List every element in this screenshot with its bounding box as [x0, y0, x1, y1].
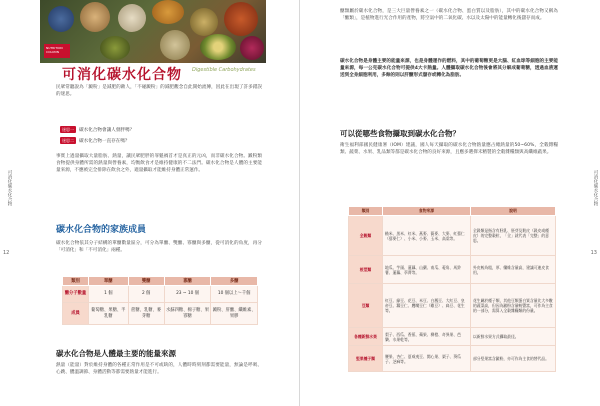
table-row: [349, 256, 556, 284]
right-page-number: 13: [590, 250, 597, 256]
sources-section-title: 可以從哪些食物攝取到碳水化合物？: [340, 129, 460, 138]
table-row-head: 醣分子數量: [63, 286, 89, 303]
table-header: 類別: [349, 207, 383, 216]
family-intro: 碳水化合物依其分子結構的單醣數量區分，可分為單醣、雙醣、寡醣與多醣，從可消化的角度，再分「可消化」和「不可消化」兩種。: [56, 241, 262, 253]
table-header: 寡醣: [164, 277, 211, 286]
table-row: [63, 286, 258, 303]
table-header: 食物來源: [383, 207, 471, 216]
table-header-row: [349, 207, 556, 216]
table-cell: 1 個: [89, 286, 129, 303]
question-tag: 迷思二: [62, 138, 74, 143]
table-header: 多醣: [211, 277, 258, 286]
table-cell: 水蘇四糖、棉子糖、果寡糖: [164, 303, 211, 325]
hero-food-photo: [40, 0, 266, 63]
question-row: [60, 137, 130, 144]
sources-paragraph: 衛生福利部國民健康署（IOM）建議，國人每天攝取的碳水化合物熱量應占總熱量的50~60%，全穀雜糧類、蔬菜、水果、乳品類等都是碳水化合物的良好來源，且應多選擇未精製的全穀雜糧類與高纖維蔬果。: [340, 143, 558, 155]
table-desc: 以新鮮水果方式攝取最佳。: [471, 328, 556, 346]
left-page-number: 12: [3, 250, 10, 256]
grain-bowl-icon: [118, 4, 146, 32]
oat-bowl-icon: [160, 30, 190, 60]
question-row: [60, 126, 134, 133]
nut-bowl-icon: [80, 2, 110, 32]
energy-section-title: 碳水化合物是人體最主要的能量來源: [56, 349, 176, 358]
saccharide-table: [62, 276, 258, 325]
table-header: 類別: [63, 277, 89, 286]
table-foods: 腰果、杏仁、夏威夷豆、開心果、栗子、葵瓜子、芝麻等。: [383, 346, 471, 372]
table-row: [63, 303, 258, 325]
table-desc: 外皮較為粗，厚、纖維含量高，建議可連皮食用。: [471, 256, 556, 284]
table-foods: 糙米、黑米、紅米、燕麥、蕎麥、大麥、紅藜仁（藜麥仁）、小米、小麥、玉米、高粱等。: [383, 216, 471, 256]
table-cell: 蔗糖、乳糖、麥芽糖: [128, 303, 164, 325]
chapter-title-en: Digestible Carbohydrates: [192, 67, 256, 73]
food-source-table: [348, 206, 556, 372]
beet-icon: [240, 36, 264, 60]
table-row: [349, 216, 556, 256]
table-header-row: [63, 277, 258, 286]
table-row: [349, 284, 556, 328]
table-header: 說明: [471, 207, 556, 216]
table-row: [349, 328, 556, 346]
seed-bowl-icon: [190, 8, 218, 36]
table-category: 堅果種子類: [349, 346, 383, 372]
energy-paragraph: 熱量（能量）對於維持身體的各種正常作用是不可或缺的，人體時時刻刻都需要能量，無論是呼吸、心跳、體溫調節、身體活動等都需要熱量才能進行。: [56, 363, 262, 375]
table-cell: 10 個以上～千個: [211, 286, 258, 303]
body-paragraph: 事實上過量攝取大量脂肪、熱量，讓民眾肥胖的罪魁禍首才是真正的元凶，而非碳水化合物。澱粉類食物提供身體所需的熱量與營養素，均衡飲食才是維持健康的不二法門。碳水化合物是人體的主要能量來源，不應被完全排除在飲食之外，適量攝取才能維持身體正常運作。: [56, 154, 262, 173]
almond-bowl-icon: [224, 2, 258, 36]
table-foods: 梨子、西瓜、香蕉、蘋果、柳橙、奇異果、芭樂、水果乾等。: [383, 328, 471, 346]
table-desc: 全穀類是指含有胚乳、胚芽及麩皮（穀皮或種皮）的完整穀粒，「全」就代表「完整」的意思。: [471, 216, 556, 256]
table-foods: 地瓜、芋頭、蓮藕、山藥、南瓜、菱角、馬鈴薯、蓮藕、荸薺等。: [383, 256, 471, 284]
intro-paragraph: 民眾常聽說為「澱粉」是減肥的敵人，「不碰澱粉」的減肥觀念自此開始流傳，因此在出現了許多錯誤的迷思。: [56, 85, 262, 97]
question-text: 碳水化合物一直存在嗎？: [79, 139, 130, 144]
chapter-title: 可消化碳水化合物: [62, 67, 182, 83]
avocado-icon: [200, 34, 236, 60]
question-tag: 迷思一: [62, 127, 74, 132]
table-category: 各種新鮮水果: [349, 328, 383, 346]
ginger-icon: [152, 0, 184, 24]
family-section-title: 碳水化合物的家族成員: [56, 225, 147, 235]
table-cell: 2 個: [128, 286, 164, 303]
greens-icon: [100, 36, 130, 60]
blueberry-bowl-icon: [48, 6, 74, 32]
table-cell: 23 ~ 10 個: [164, 286, 211, 303]
table-row-head: 成員: [63, 303, 89, 325]
right-top-paragraph: 醣類屬於碳水化合物，是三大巨量營養素之一（碳水化合物、蛋白質以及脂肪），其中的碳水化合物又稱為「醣類」，是植物進行光合作用的產物，將空氣中的二氧化碳、水以及太陽中的能量轉化後儲存而成。: [340, 9, 558, 21]
table-header: 雙醣: [128, 277, 164, 286]
left-side-tab: 可消化碳水化合物: [2, 170, 12, 206]
nutrition-column-badge: NUTRITION COLUMN: [44, 44, 70, 58]
table-category: 豆類: [349, 284, 383, 328]
table-desc: 花生屬於種子類，其他豆類蛋白質含量比大多數的蔬菜高，但因為澱粉含量較豐富，可作為主食的一部分，需算入全穀雜糧類的份量。: [471, 284, 556, 328]
table-category: 全穀類: [349, 216, 383, 256]
table-cell: 澱粉、肝醣、纖維素、果膠: [211, 303, 258, 325]
table-cell: 葡萄糖、果糖、半乳糖: [89, 303, 129, 325]
right-second-paragraph: 碳水化合物是身體主要的能量來源，也是身體運作的燃料，其中的葡萄糖更是大腦、紅血球等細胞的主要能量來源，每一公克碳水化合物可提供4大卡熱量。人體攝取碳水化合物後會將其分解成葡萄糖，透過血液運送到全身細胞利用，多餘的則以肝醣形式儲存或轉化為脂肪。: [340, 59, 558, 78]
table-category: 根莖類: [349, 256, 383, 284]
question-text: 碳水化合物會讓人發胖嗎？: [79, 128, 135, 133]
table-foods: 紅豆、綠豆、花豆、米豆、白鳳豆、大紅豆、皇帝豆、蠶豆仁、鷹嘴豆仁（雞豆）、扁豆、花生等。: [383, 284, 471, 328]
right-side-tab: 可消化碳水化合物: [588, 170, 598, 206]
table-row: [349, 346, 556, 372]
table-desc: 部分堅果富含澱粉，亦可作為主食的替代品。: [471, 346, 556, 372]
table-header: 單醣: [89, 277, 129, 286]
